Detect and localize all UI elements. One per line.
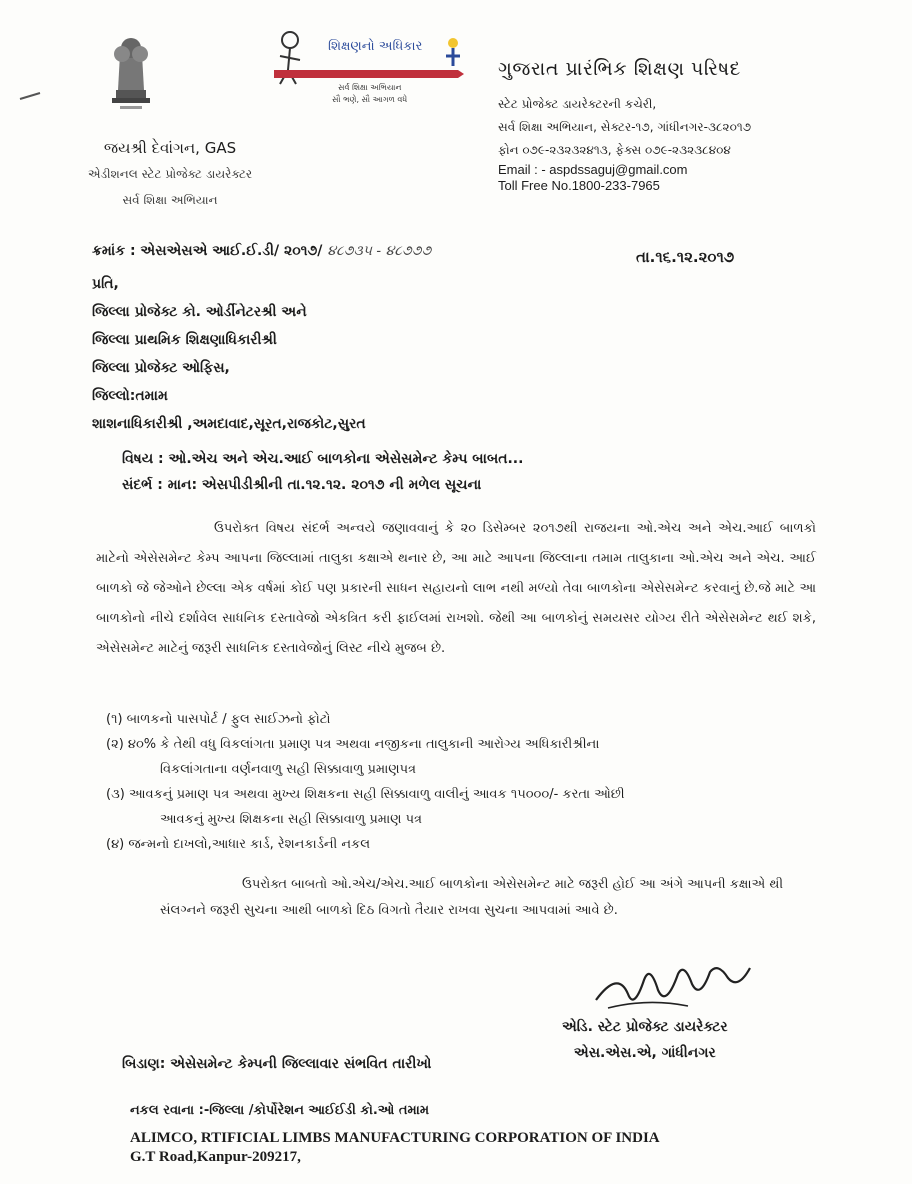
copy-to-line: નકલ રવાના :-જિલ્લા /કોર્પોરેશન આઈઈડી કો.ઓ તમામ [130,1103,430,1118]
addressee-block [92,270,366,438]
enclosure-line: બિડાણ: એસેસમેન્ટ કેમ્પની જિલ્લાવાર સંભવિત તારીખો [122,1056,432,1072]
list-item [106,832,826,857]
item-number: (૪) [106,837,125,852]
ref-no-text: ક્રમાંક : એસએસએ આઈ.ઈ.ડી/ ૨૦૧૭/ [92,243,323,259]
to-line-2: જિલ્લા પ્રોજેક્ટ કો. ઓર્ડીનેટરશ્રી અને [92,304,307,320]
to-line-3: જિલ્લા પ્રાથમિક શિક્ષણાધિકારીશ્રી [92,332,277,348]
ref-handwritten: ૪૮૭૩૫ - ૪૮૭૭૭ [327,243,432,259]
to-line-1: પ્રતિ, [92,276,119,292]
item-text: બાળકનો પાસપોર્ટ / ફુલ સાઈઝનો ફોટો [126,712,331,727]
item-text: ૪૦% કે તેથી વધુ વિકલાંગતા પ્રમાણ પત્ર અથવા નજીકના તાલુકાની આરોગ્ય અધિકારીશ્રીના [127,737,600,752]
designation-line-2: એસ.એસ.એ, ગાંધીનગર [573,1045,716,1061]
letter-body [96,514,816,664]
designation-block [562,1014,728,1066]
to-line-4: જિલ્લા પ્રોજેક્ટ ઓફિસ, [92,360,230,376]
signature-icon [588,950,758,1020]
rte-logo-text: શિક્ષણનો અધિકાર [328,39,423,54]
closing-block [160,872,820,924]
office-address: સર્વ શિક્ષા અભિયાન, સેક્ટર-૧૭, ગાંધીનગર-૩૮૨૦૧૭ [498,120,752,134]
officer-name: જયશ્રી દેવાંગન, GAS [103,139,237,157]
item-text-cont: વિકલાંગતાના વર્ણનવાળુ સહી સિક્કાવાળુ પ્રમાણપત્ર [160,762,417,777]
alimco-line-2: G.T Road,Kanpur-209217, [130,1149,301,1165]
alimco-address [130,1129,660,1167]
letter-date: તા.૧૬.૧૨.૨૦૧૭ [636,248,735,266]
rte-logo-icon [268,26,468,106]
list-item [106,732,826,782]
pen-mark-icon [18,86,44,105]
reference-number [92,243,431,259]
documents-list [106,707,826,857]
alimco-line-1: ALIMCO, RTIFICIAL LIMBS MANUFACTURING CORPORATION OF INDIA [130,1130,660,1146]
office-phone: ફોન ૦૭૯-૨૩૨૩૨૪૧૩, ફેક્સ ૦૭૯-૨૩૨૩૮૪૦૪ [498,143,731,157]
designation-line-1: એડિ. સ્ટેટ પ્રોજેક્ટ ડાયરેક્ટર [562,1019,728,1035]
body-paragraph: ઉપરોક્ત વિષય સંદર્ભ અન્વયે જણાવવાનું કે ૨૦ ડિસેમ્બર ૨૦૧૭થી રાજયના ઓ.એચ અને એચ.આઈ બાળકો માટેનો એસેસમેન્ટ કેમ્પ આપના જિલ્લામાં તાલુકા કક્ષાએ થનાર છે, આ માટે આપના જિલ્લાના તમામ તાલુકાના ઓ.એચ અને એચ. આઈ બાળકો જે જેઓને છેલ્લા એક વર્ષમાં કોઈ પણ પ્રકારની સાધન સહાયનો લાભ નથી મળ્યો તેવા બાળકોના એસેસમેન્ટ કરવાનું છે.જે માટે આ બાળકોનો નીચે દર્શાવેલ સાધનિક દસ્તાવેજો એકત્રિત કરી ફાઈલમાં રાખશો. જેથી આ બાળકોનું સમયસર યોગ્ય રીતે એસેસમેન્ટ થઈ શકે, એસેસમેન્ટ માટેનું જરૂરી સાધનિક દસ્તાવેજોનું લિસ્ટ નીચે મુજબ છે. [96,521,816,656]
office-name: સ્ટેટ પ્રોજેક્ટ ડાયરેક્ટરની કચેરી, [498,97,657,111]
to-line-6: શાશનાધિકારીશ્રી ,અમદાવાદ,સૂરત,રાજકોટ,સુરત [92,416,366,432]
item-text: આવકનું પ્રમાણ પત્ર અથવા મુખ્ય શિક્ષકના સહી સિક્કાવાળુ વાલીનું આવક ૧૫૦૦૦/- કરતા ઓછી [128,787,625,802]
item-number: (૩) [106,787,125,802]
officer-program: સર્વ શિક્ષા અભિયાન [122,193,218,207]
office-tollfree: Toll Free No.1800-233-7965 [498,178,660,193]
officer-block [40,135,300,213]
state-emblem-icon [96,24,166,112]
closing-paragraph: ઉપરોક્ત બાબતો ઓ.એચ/એચ.આઈ બાળકોના એસેસમેન્ટ માટે જરૂરી હોઈ આ અંગે આપની કક્ષાએ થી સંલગ્નને જરૂરી સુચના આથી બાળકો દિઠ વિગતો તૈયાર રાખવા સુચના આપવામાં આવે છે. [160,877,784,918]
item-text-cont: આવકનું મુખ્ય શિક્ષકના સહી સિક્કાવાળુ પ્રમાણ પત્ર [160,812,423,827]
item-text: જન્મનો દાખલો,આધાર કાર્ડ, રેશનકાર્ડની નકલ [128,837,371,852]
subject-line: વિષય : ઓ.એચ અને એચ.આઈ બાળકોના એસેસમેન્ટ કેમ્પ બાબત... [122,451,524,467]
to-line-5: જિલ્લો:તમામ [92,388,168,404]
org-block [498,58,898,194]
office-email: Email : - aspdssaguj@gmail.com [498,162,688,177]
item-number: (૨) [106,737,124,752]
rte-tagline-2: સૌ ભણે, સૌ આગળ વધે [332,95,408,104]
subject-block [122,446,523,498]
rte-tagline-1: સર્વ શિક્ષા અભિયાન [338,83,402,92]
org-name: ગુજરાત પ્રારંભિક શિક્ષણ પરિષદ [498,58,741,80]
officer-title: એડીશનલ સ્ટેટ પ્રોજેક્ટ ડાયરેક્ટર [87,167,253,181]
reference-line: સંદર્ભ : માન: એસપીડીશ્રીની તા.૧૨.૧૨. ૨૦૧૭ ની મળેલ સૂચના [122,477,482,493]
list-item [106,782,826,832]
list-item [106,707,826,732]
item-number: (૧) [106,712,123,727]
